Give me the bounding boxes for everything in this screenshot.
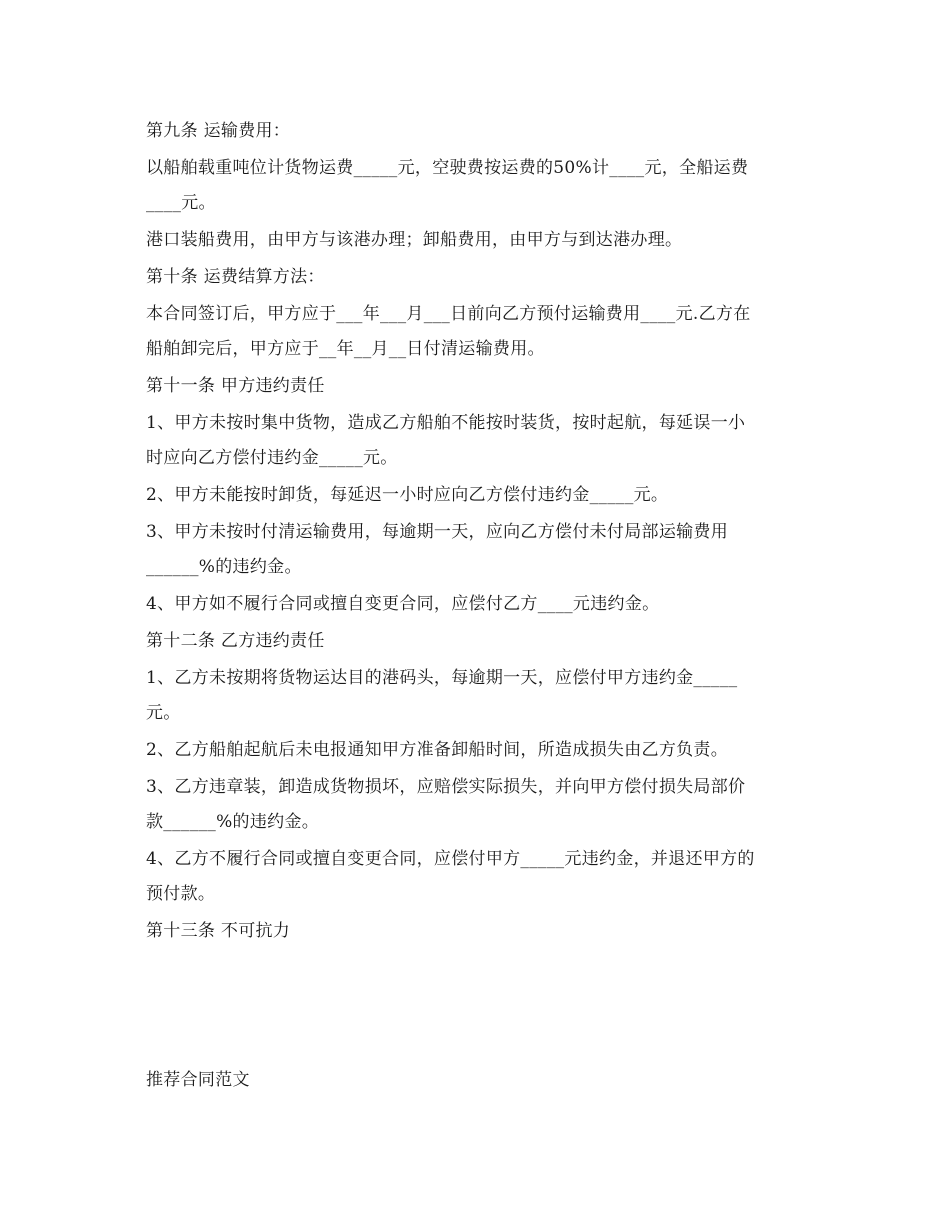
article-10-heading: 第十条 运费结算方法： <box>146 267 325 287</box>
article-12-heading: 第十二条 乙方违约责任 <box>146 631 325 651</box>
article-12-item-4-cont: 预付款。 <box>146 884 216 904</box>
article-9-paragraph-1: 以船舶载重吨位计货物运费_____元，空驶费按运费的50%计____元，全船运费 <box>146 158 749 178</box>
article-9-paragraph-2: 港口装船费用，由甲方与该港办理；卸船费用，由甲方与到达港办理。 <box>146 230 683 250</box>
article-11-heading: 第十一条 甲方违约责任 <box>146 376 325 396</box>
article-11-item-3-cont: ______%的违约金。 <box>146 557 302 577</box>
article-9-paragraph-1-cont: ____元。 <box>146 193 216 213</box>
article-13-heading: 第十三条 不可抗力 <box>146 921 291 941</box>
article-12-item-2: 2、乙方船舶起航后未电报通知甲方准备卸船时间，所造成损失由乙方负责。 <box>146 740 729 760</box>
article-11-item-1: 1、甲方未按时集中货物，造成乙方船舶不能按时装货，按时起航，每延误一小 <box>146 413 746 433</box>
article-12-item-1-cont: 元。 <box>146 703 181 723</box>
article-11-item-3: 3、甲方未按时付清运输费用，每逾期一天，应向乙方偿付未付局部运输费用 <box>146 522 729 542</box>
article-10-paragraph: 本合同签订后，甲方应于___年___月___日前向乙方预付运输费用____元.乙方在 <box>146 304 751 324</box>
page-footer: 推荐合同范文 <box>146 1070 250 1090</box>
document-body <box>146 117 806 954</box>
article-12-item-4: 4、乙方不履行合同或擅自变更合同，应偿付甲方_____元违约金，并退还甲方的 <box>146 849 755 869</box>
article-12-item-3: 3、乙方违章装，卸造成货物损坏，应赔偿实际损失，并向甲方偿付损失局部价 <box>146 777 746 797</box>
article-11-item-4: 4、甲方如不履行合同或擅自变更合同，应偿付乙方____元违约金。 <box>146 594 660 614</box>
article-10-paragraph-cont: 船舶卸完后，甲方应于__年__月__日付清运输费用。 <box>146 339 545 359</box>
article-12-item-1: 1、乙方未按期将货物运达目的港码头，每逾期一天，应偿付甲方违约金_____ <box>146 668 738 688</box>
article-9-heading: 第九条 运输费用： <box>146 121 291 141</box>
article-11-item-2: 2、甲方未能按时卸货，每延迟一小时应向乙方偿付违约金_____元。 <box>146 485 669 505</box>
article-11-item-1-cont: 时应向乙方偿付违约金_____元。 <box>146 448 398 468</box>
article-12-item-3-cont: 款______%的违约金。 <box>146 812 320 832</box>
